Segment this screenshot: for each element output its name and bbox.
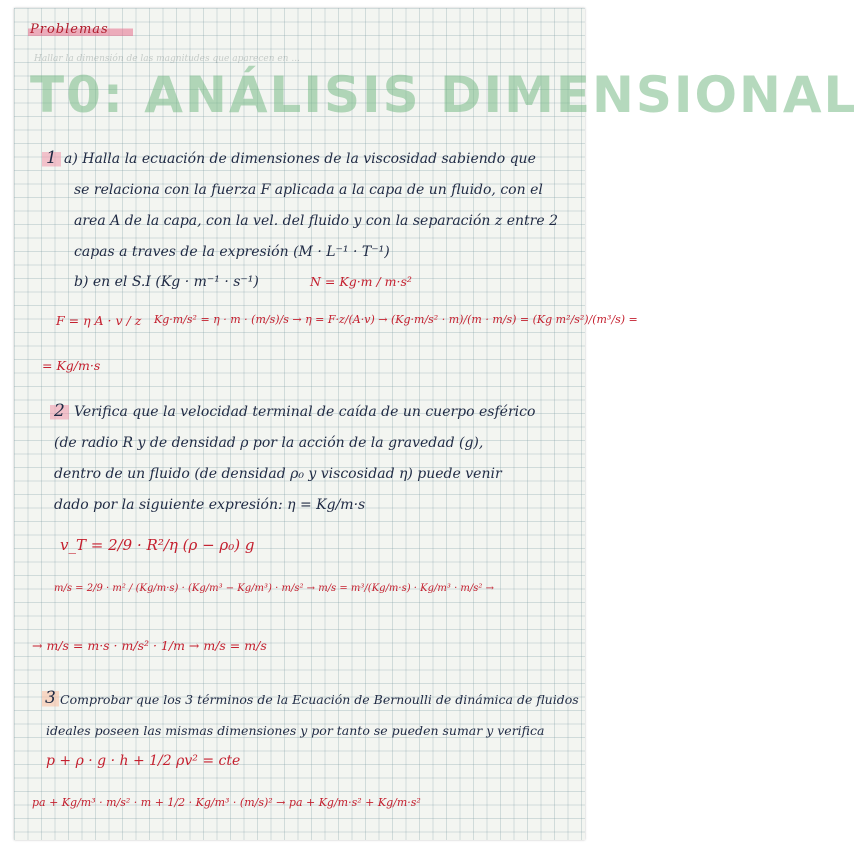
problem-1-line-3: area A de la capa, con la vel. del fluido y con la separación z entre 2 [74,213,558,229]
section-label: Problemas [28,22,133,37]
problem-1-line-2: se relaciona con la fuerza F aplicada a la capa de un fluido, con el [74,182,543,198]
newton-formula: N = Kg·m / m·s² [310,274,412,289]
problem-1-formula: F = η A · v / z [56,313,142,328]
problem-3-formula: p + ρ · g · h + 1/2 ρv² = cte [46,753,241,769]
problem-2-line-3: dentro de un fluido (de densidad ρ₀ y viscosidad η) puede venir [54,466,502,482]
faded-text: Hallar la dimensión de las magnitudes que aparecen en ... [34,54,300,64]
problem-1-number: 1 [42,148,61,168]
problem-2-line-4: dado por la siguiente expresión: η = Kg/m·s [54,497,366,513]
problem-1-line-1: a) Halla la ecuación de dimensiones de la viscosidad sabiendo que [64,151,536,167]
problem-3-number: 3 [42,688,59,708]
problem-2-line-1: Verifica que la velocidad terminal de caída de un cuerpo esférico [74,404,536,420]
problem-1-derivation: Kg·m/s² = η · m · (m/s)/s → η = F·z/(A·v) → (Kg·m/s² · m)/(m · m/s) = (Kg m²/s²)/(m³/s) = [154,313,638,326]
problem-2-derivation-1: m/s = 2/9 · m² / (Kg/m·s) · (Kg/m³ − Kg/m³) · m/s² → m/s = m³/(Kg/m·s) · Kg/m³ · m/s² → [54,583,494,594]
problem-2-derivation-2: → m/s = m·s · m/s² · 1/m → m/s = m/s [32,638,267,653]
problem-3-line-1: Comprobar que los 3 términos de la Ecuación de Bernoulli de dinámica de fluidos [60,692,579,707]
problem-2-number: 2 [50,401,69,421]
problem-2-line-2: (de radio R y de densidad ρ por la acción de la gravedad (g), [54,435,484,451]
problem-1-line-5: b) en el S.I (Kg · m⁻¹ · s⁻¹) [74,274,259,290]
notebook-page [14,8,857,840]
problem-2-formula: v_T = 2/9 · R²/η (ρ − ρ₀) g [60,536,255,554]
problem-3-line-2: ideales poseen las mismas dimensiones y por tanto se pueden sumar y verifica [46,723,545,738]
problem-1-line-4: capas a traves de la expresión (M · L⁻¹ · T⁻¹) [74,244,390,260]
problem-1-result: = Kg/m·s [42,358,101,373]
page-title: T0: ANÁLISIS DIMENSIONAL [30,66,857,124]
problem-3-derivation: pa + Kg/m³ · m/s² · m + 1/2 · Kg/m³ · (m/s)² → pa + Kg/m·s² + Kg/m·s² [32,796,421,809]
